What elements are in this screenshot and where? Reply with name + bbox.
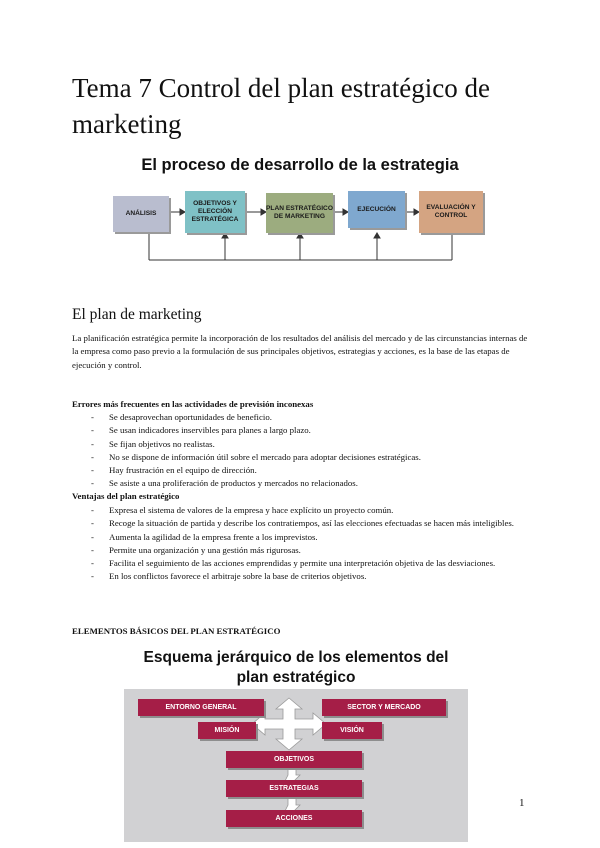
hierarchy-panel [124, 689, 468, 842]
diagram-title: El proceso de desarrollo de la estrategia [141, 156, 459, 174]
acciones-box: ACCIONES [226, 810, 362, 827]
list-item: - No se dispone de información útil sobre el mercado para adoptar decisiones estratégicas. [72, 451, 532, 464]
strategy-process-diagram [109, 154, 491, 264]
list-item: - Permite una organización y una gestión más rigurosas. [72, 544, 532, 557]
objetivos-box: OBJETIVOS [226, 751, 362, 768]
hierarchy-title [124, 648, 468, 688]
entorno-general-box: ENTORNO GENERAL [138, 699, 264, 716]
list-item: - Recoge la situación de partida y describe los contratiempos, así las elecciones efectuadas se hacen más inteligibles. [72, 517, 532, 530]
intro-paragraph: La planificación estratégica permite la incorporación de los resultados del análisis del mercado y de las circunstancias internas de la empresa como paso previo a la formulación de sus principales objetivos, estrategias y acciones, es la base de las etapas de ejecución y control. [72, 333, 528, 370]
step-objetivos: OBJETIVOS Y ELECCIÓN ESTRATÉGICA [185, 191, 245, 233]
page-number: 1 [519, 797, 525, 809]
list-item: - Se asiste a una proliferación de productos y mercados no relacionados. [72, 477, 532, 490]
step-analisis: ANÁLISIS [113, 196, 169, 232]
estrategias-box: ESTRATEGIAS [226, 780, 362, 797]
step-ejecucion: EJECUCIÓN [348, 191, 405, 228]
errors-heading: Errores más frecuentes en las actividades de previsión inconexas [72, 399, 314, 409]
advantages-list [72, 504, 532, 584]
feedback-arrowhead-3 [374, 233, 380, 238]
hierarchy-title-line-1: Esquema jerárquico de los elementos del [143, 649, 449, 666]
list-item: - Se desaprovechan oportunidades de beneficio. [72, 411, 532, 424]
errors-list [72, 411, 532, 491]
step-evaluacion: EVALUACIÓN Y CONTROL [419, 191, 483, 233]
list-item: - En los conflictos favorece el arbitraje sobre la base de criterios objetivos. [72, 570, 532, 583]
list-item: - Se fijan objetivos no realistas. [72, 438, 532, 451]
sector-mercado-box: SECTOR Y MERCADO [322, 699, 446, 716]
section-heading: El plan de marketing [72, 306, 202, 323]
mision-box: MISIÓN [198, 722, 256, 739]
feedback-arrowhead-1 [222, 233, 228, 238]
feedback-arrowhead-2 [297, 233, 303, 238]
list-item: - Expresa el sistema de valores de la empresa y hace explícito un proyecto común. [72, 504, 532, 517]
list-item: - Facilita el seguimiento de las acciones emprendidas y permite una interpretación objetiva de las desviaciones. [72, 557, 532, 570]
list-item: - Aumenta la agilidad de la empresa frente a los imprevistos. [72, 531, 532, 544]
list-item: - Se usan indicadores inservibles para planes a largo plazo. [72, 424, 532, 437]
elements-heading: ELEMENTOS BÁSICOS DEL PLAN ESTRATÉGICO [72, 626, 281, 636]
step-plan: PLAN ESTRATÉGICO DE MARKETING [266, 193, 333, 233]
advantages-heading: Ventajas del plan estratégico [72, 491, 180, 501]
list-item: - Hay frustración en el equipo de dirección. [72, 464, 532, 477]
vision-box: VISIÓN [322, 722, 382, 739]
hierarchy-title-line-2: plan estratégico [236, 669, 356, 686]
page-title: Tema 7 Control del plan estratégico de marketing [72, 73, 490, 139]
hierarchy-diagram [124, 648, 468, 842]
